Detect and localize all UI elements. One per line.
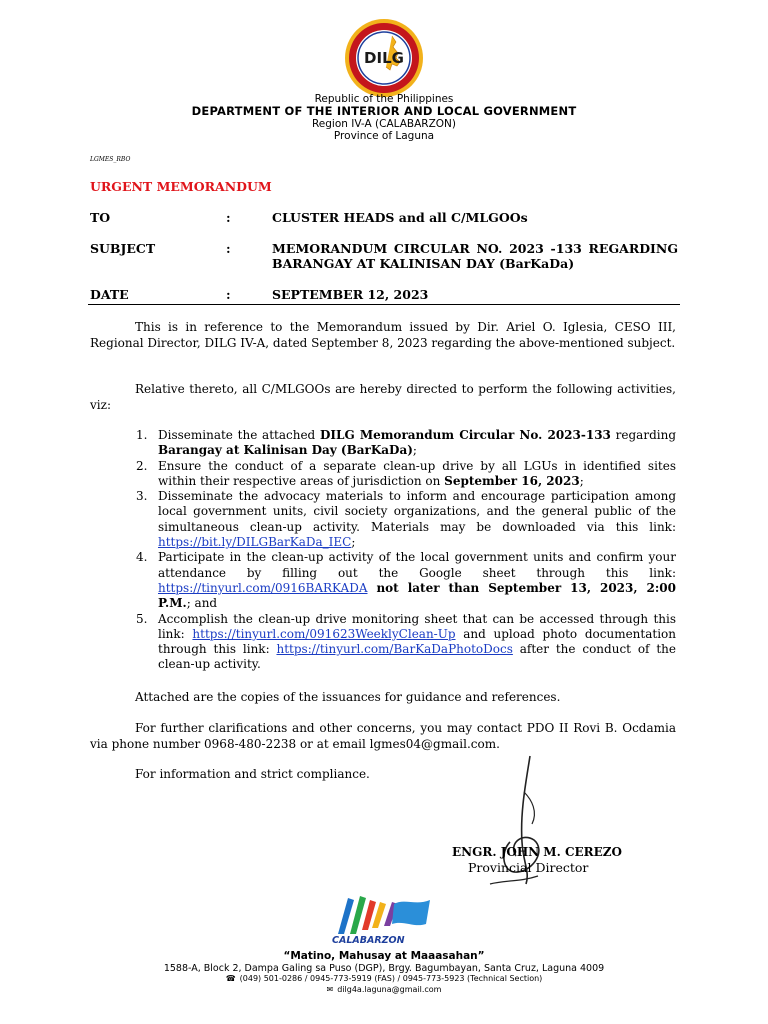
urgency-heading: URGENT MEMORANDUM	[90, 179, 272, 194]
header-divider	[88, 304, 680, 305]
list-number: 2.	[136, 458, 148, 473]
item-text: after the conduct of the clean-up activity.	[158, 642, 677, 672]
dilg-seal-logo	[344, 18, 424, 98]
attendance-sheet-link[interactable]: https://tinyurl.com/0916BARKADA	[158, 580, 368, 595]
footer-motto: “Matino, Mahusay at Maaasahan”	[283, 950, 485, 962]
item-text: Participate in the clean-up activity of the local government units and confirm your attendance by filling out the Google sheet through this link:	[158, 550, 676, 580]
date-label: DATE	[90, 287, 129, 302]
phone-icon: ☎	[225, 974, 236, 983]
list-item	[136, 459, 676, 490]
date-value: SEPTEMBER 12, 2023	[272, 287, 429, 302]
photo-docs-link[interactable]: https://tinyurl.com/BarKaDaPhotoDocs	[276, 642, 513, 657]
header-department: DEPARTMENT OF THE INTERIOR AND LOCAL GOVERNMENT	[191, 104, 577, 118]
list-item	[136, 612, 676, 673]
header-republic: Republic of the Philippines	[314, 93, 454, 105]
to-label: TO	[90, 210, 111, 225]
calabarzon-logo	[330, 890, 436, 940]
footer-email-address: dilg4a.laguna@gmail.com	[337, 985, 442, 994]
list-item	[136, 489, 676, 550]
item-bold-text: DILG Memorandum Circular No. 2023-133	[320, 428, 611, 442]
header-province: Province of Laguna	[333, 130, 435, 142]
footer-phone-numbers: (049) 501-0286 / 0945-773-5919 (FAS) / 0945-773-5923 (Technical Section)	[239, 974, 543, 983]
list-number: 5.	[136, 611, 148, 626]
footer-email	[0, 985, 768, 994]
footer-phones	[0, 974, 768, 983]
list-number: 3.	[136, 489, 148, 504]
email-icon: ✉	[326, 985, 334, 994]
footer-logo-text: CALABARZON	[332, 935, 405, 946]
subject-value: MEMORANDUM CIRCULAR NO. 2023 -133 REGARDING BARANGAY AT KALINISAN DAY (BarKaDa)	[272, 241, 678, 271]
iec-materials-link[interactable]: https://bit.ly/DILGBarKaDa_IEC	[158, 535, 352, 550]
reference-code: LGMES_RBO	[90, 156, 131, 163]
item-text: Accomplish the clean-up drive monitoring sheet that can be accessed through this link:	[158, 611, 676, 641]
header-region: Region IV-A (CALABARZON)	[311, 118, 456, 130]
subject-label: SUBJECT	[90, 241, 156, 256]
item-text: ; and	[186, 596, 218, 611]
activities-list	[136, 428, 676, 673]
subject-colon: :	[226, 241, 231, 256]
footer-address: 1588-A, Block 2, Dampa Galing sa Puso (DGP), Brgy. Bagumbayan, Santa Cruz, Laguna 4009	[163, 963, 605, 974]
item-text: Disseminate the advocacy materials to inform and encourage participation among local government units, civil society organizations, and the general public of the simultaneous clean-up activity. Materials may be downloaded via this link:	[158, 489, 676, 534]
signatory-name: ENGR. JOHN M. CEREZO	[452, 845, 622, 859]
item-bold-text: September 16, 2023	[444, 473, 580, 488]
list-item	[136, 428, 676, 459]
to-value: CLUSTER HEADS and all C/MLGOOs	[272, 210, 528, 225]
item-text: Ensure the conduct of a separate clean-up drive by all LGUs in identified sites within their respective areas of jurisdiction on	[158, 458, 676, 488]
list-number: 4.	[136, 550, 148, 565]
signatory-title: Provincial Director	[468, 860, 589, 875]
paragraph-reference: This is in reference to the Memorandum issued by Dir. Ariel O. Iglesia, CESO III, Regional Director, DILG IV-A, dated September 8, 2023 regarding the above-mentioned subject.	[90, 320, 676, 350]
item-bold-text: not later than September 13, 2023, 2:00 P.M.	[158, 580, 676, 611]
paragraph-directive: Relative thereto, all C/MLGOOs are hereby directed to perform the following activities, viz:	[90, 382, 676, 412]
item-text: ;	[412, 443, 417, 458]
monitoring-sheet-link[interactable]: https://tinyurl.com/091623WeeklyClean-Up	[192, 626, 456, 641]
item-text: Disseminate the attached	[158, 428, 320, 442]
item-text: regarding	[610, 428, 676, 442]
date-colon: :	[226, 287, 231, 302]
seal-text: DILG	[364, 49, 404, 67]
paragraph-attachments: Attached are the copies of the issuances for guidance and references.	[135, 690, 561, 704]
list-item	[136, 550, 676, 611]
paragraph-compliance: For information and strict compliance.	[135, 767, 370, 781]
item-text: ;	[351, 535, 356, 550]
item-text: ;	[579, 473, 584, 488]
list-number: 1.	[136, 428, 148, 442]
item-bold-text: Barangay at Kalinisan Day (BarKaDa)	[158, 443, 413, 458]
to-colon: :	[226, 210, 231, 225]
item-text: and upload photo documentation through this link:	[158, 626, 676, 657]
paragraph-contact: For further clarifications and other concerns, you may contact PDO II Rovi B. Ocdamia via phone number 0968-480-2238 or at email lgmes04@gmail.com.	[90, 721, 676, 751]
